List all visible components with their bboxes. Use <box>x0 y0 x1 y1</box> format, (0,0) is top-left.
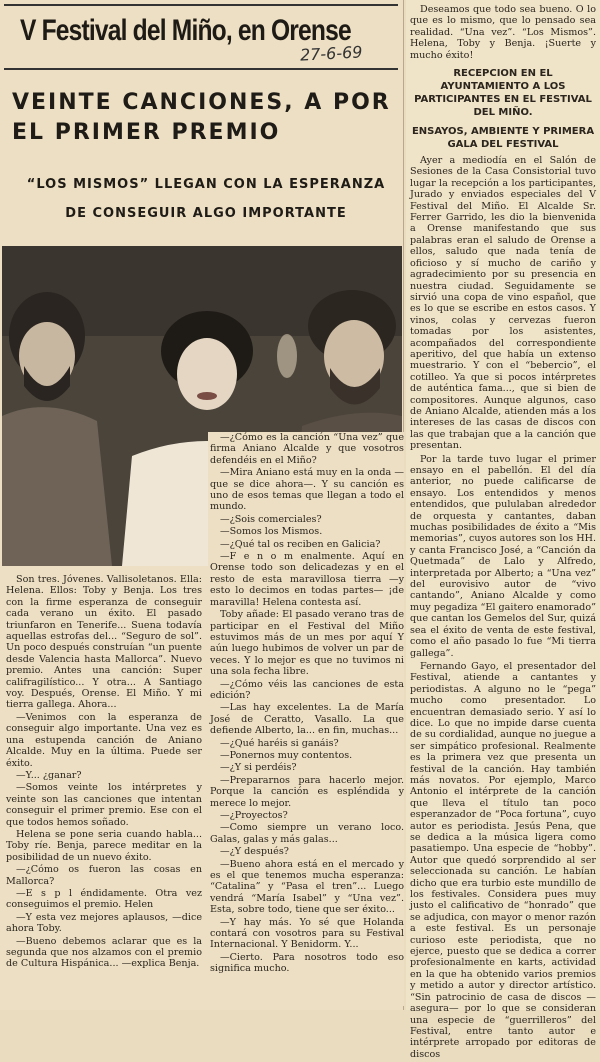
masthead <box>4 4 398 70</box>
paragraph: —Prepararnos para hacerlo mejor. Porque la canción es espléndida y merece lo mejor. <box>210 774 404 809</box>
paragraph: —¿Cómo véis las canciones de esta edición? <box>210 678 404 701</box>
paragraph: Ayer a mediodía en el Salón de Sesiones de la Casa Consistorial tuvo lugar la recepción a los participantes, Jurado y enviados especiales del V Festival del Miño. El Alcalde Sr. Ferrer Garrido, les dio la bienvenida a Orense manifestando que sus palabras eran el saludo de Orense a ellos, saludo que nada tenía de oficioso y sí mucho de cariño y agradecimiento por su presencia en nuestra ciudad. Seguidamente se sirvió una copa de vino español, que es lo que se escribe en estos casos. Y vinos, colas y cervezas fueron tomadas por los asistentes, acompañados del correspondiente aperitivo, del que había un extenso muestrario. Y con el “bebercio”, el cotilleo. Ya que si pocos intérpretes de auténtica fama..., que si bien de compositores. Aunque algunos, caso de Aniano Alcalde, atienden más a los intereses de las casas de discos con las que trabajan que a la canción que presentan. <box>410 155 596 452</box>
paragraph: Helena se pone seria cuando habla... Toby ríe. Benja, parece meditar en la posibilidad de un nuevo éxito. <box>6 828 202 863</box>
paragraph: —Somos los Mismos. <box>220 526 323 538</box>
paragraph: Son tres. Jóvenes. Vallisoletanos. Ella: Helena. Ellos: Toby y Benja. Los tres con la firme esperanza de conseguir cada verano un éxito. El pasado triunfaron en Tenerife... Suena todavía aquellas estrofas del... “Seguro de sol”. Un poco después construían “un puente desde Valencia hasta Mallorca”. Nuevo premio. Antes una canción: Super califragilístico... Y otra... A Santiago voy. Después, Orense. El Miño. Y mi tierra gallega. Ahora... <box>6 574 202 711</box>
paragraph: —Y hay más. Yo sé que Holanda contará con vosotros para su Festival Internacional. Y Benidorm. Y... <box>210 916 404 951</box>
paragraph: Por la tarde tuvo lugar el primer ensayo en el pabellón. El del día anterior, no puede calificarse de ensayo. Los entendidos y menos entendidos, que pululaban alrededor de orquesta y cantantes, daban muchas posibilidades de éxito a “Mis memorias”, cuyos autores son los HH. y canta Francisco José, a “Canción da Quetmada” de Lalo y Alfredo, interpretada por Alberto; a “Una vez” del eurovisivo autor de “vivo cantando”, Aniano Alcalde y como muy pegadiza “El gaitero enamorado” que cantan los Gemelos del Sur, quizá sea el éxito de venta de este festival, como el año pasado lo fue “Mi tierra gallega”. <box>410 453 596 659</box>
paragraph: —¿Sois comerciales? <box>220 513 322 525</box>
paragraph: —Mira Aniano está muy en la onda —que se dice ahora—. Y su canción es uno de esos temas que llegan a todo el mundo. <box>210 467 404 513</box>
paragraph: —Ponernos muy contentos. <box>220 749 353 761</box>
paragraph: —¿Qué haréis si ganáis? <box>220 737 339 749</box>
paragraph: —F e n o m enalmente. Aquí en Orense todo son delicadezas y en el resto de esta maravillosa tierra —y esto lo decimos en todas partes— ¡de maravilla! Helena contesta así. <box>210 551 404 608</box>
paragraph: —¿Y si perdéis? <box>220 762 297 774</box>
paragraph: Toby añade: El pasado verano tras de participar en el Festival del Miño estuvimos más de un mes por aquí Y aún luego hubimos de volver un par de veces. Y lo mejor es que no tuvimos ni una sola fecha libre. <box>210 609 404 678</box>
article-middle-column <box>208 432 404 1006</box>
paragraph: —¿Cómo os fueron las cosas en Mallorca? <box>6 864 202 887</box>
paragraph: —E s p l éndidamente. Otra vez conseguimos el premio. Helen <box>6 887 202 911</box>
paragraph: —Las hay excelentes. La de María José de Ceratto, Vasallo. La que defiende Alberto, la... en fin, muchas... <box>210 702 404 737</box>
article-headline: VEINTE CANCIONES, A POR EL PRIMER PREMIO <box>12 90 391 145</box>
article-subheadline: “LOS MISMOS” LLEGAN CON LA ESPERANZA DE CONSEGUIR ALGO IMPORTANTE <box>26 177 386 221</box>
article-left-column <box>6 574 202 1004</box>
paragraph: Deseamos que todo sea bueno. O lo que es lo mismo, que lo pensado sea realidad. “Una vez”. “Los Mismos”. Helena, Toby y Benja. ¡Suerte y mucho éxito! <box>410 4 596 61</box>
paragraph: —Cierto. Para nosotros todo eso significa mucho. <box>210 951 404 975</box>
paragraph: —¿Y después? <box>220 846 289 858</box>
paragraph: —Y... ¿ganar? <box>16 769 82 781</box>
right-body <box>410 155 596 1060</box>
paragraph: —Venimos con la esperanza de conseguir algo importante. Una vez es una estupenda canción de Aniano Alcalde. Muy en la última. Puede ser éxito. <box>6 711 202 769</box>
paragraph: Fernando Gayo, el presentador del Festival, atiende a cantantes y periodistas. A alguno no le “pega” mucho como presentador. Lo encuentran demasiado serio. Y así lo dice. Lo que no impide darse cuenta de su cordialidad, aunque no juegue a ser simpático profesional. Realmente es la primera vez que presenta un festival de la canción. Hay también más novatos. Por ejemplo, Marco Antonio el intérprete de la canción que lleva el título tan poco esperanzador de “Poca fortuna”, cuyo autor es periodista. Jesús Pena, que se dedica a la música ligera como pasatiempo. Una especie de “hobby”. Autor que quedó sorprendido al ser seleccionada su canción. Le habían dicho que era turbio este mundillo de los festivales. Considera pues muy justo el calificativo de “honrado” que se adjudica, con mayor o menor razón a este festival. Es un personaje curioso este periodista, que no ejerce, puesto que se dedica a correr profesionalmente en karts, actividad en la que ha obtenido varios premios y metido a autor y director artístico. “Sin patrocinio de casa de discos —asegura— por lo que se consideran una especie de “guerrilleros” del Festival, entre tanto autor e intérprete arropado por editoras de discos <box>410 660 596 1060</box>
right-intro <box>410 4 596 61</box>
paragraph: —Somos veinte los intérpretes y veinte son las canciones que intentan conseguir el primer premio. Ese con el que todos hemos soñado. <box>6 782 202 828</box>
paragraph: —¿Cómo es la canción “Una vez” que firma Aniano Alcalde y que vosotros defendéis en el Miño? <box>210 432 404 466</box>
handwritten-date: 27-6-69 <box>299 42 363 65</box>
paragraph: —Bueno ahora está en el mercado y es el que tenemos mucha esperanza: “Catalina” y “Pasa el tren”... Luego vendrá “María Isabel” y “Una vez”. Esta, sobre todo, tiene que ser éxito... <box>210 858 404 916</box>
paragraph: —Y esta vez mejores aplausos, —dice ahora Toby. <box>6 911 202 935</box>
paragraph: —Como siempre un verano loco. Galas, galas y más galas... <box>210 822 404 845</box>
section-subheading: ENSAYOS, AMBIENTE Y PRIMERA GALA DEL FESTIVAL <box>411 126 595 151</box>
masthead-title: V Festival del Miño, en Orense <box>20 14 351 47</box>
paragraph: —¿Qué tal os reciben en Galicia? <box>220 538 381 550</box>
section-heading: RECEPCION EN EL AYUNTAMIENTO A LOS PARTICIPANTES EN EL FESTIVAL DEL MIÑO. <box>414 68 592 119</box>
paragraph: —Bueno debemos aclarar que es la segunda que nos alzamos con el premio de Cultura Hispánica... —explica Benja. <box>6 935 202 970</box>
paragraph: —¿Proyectos? <box>220 810 288 821</box>
right-column <box>410 4 596 1062</box>
